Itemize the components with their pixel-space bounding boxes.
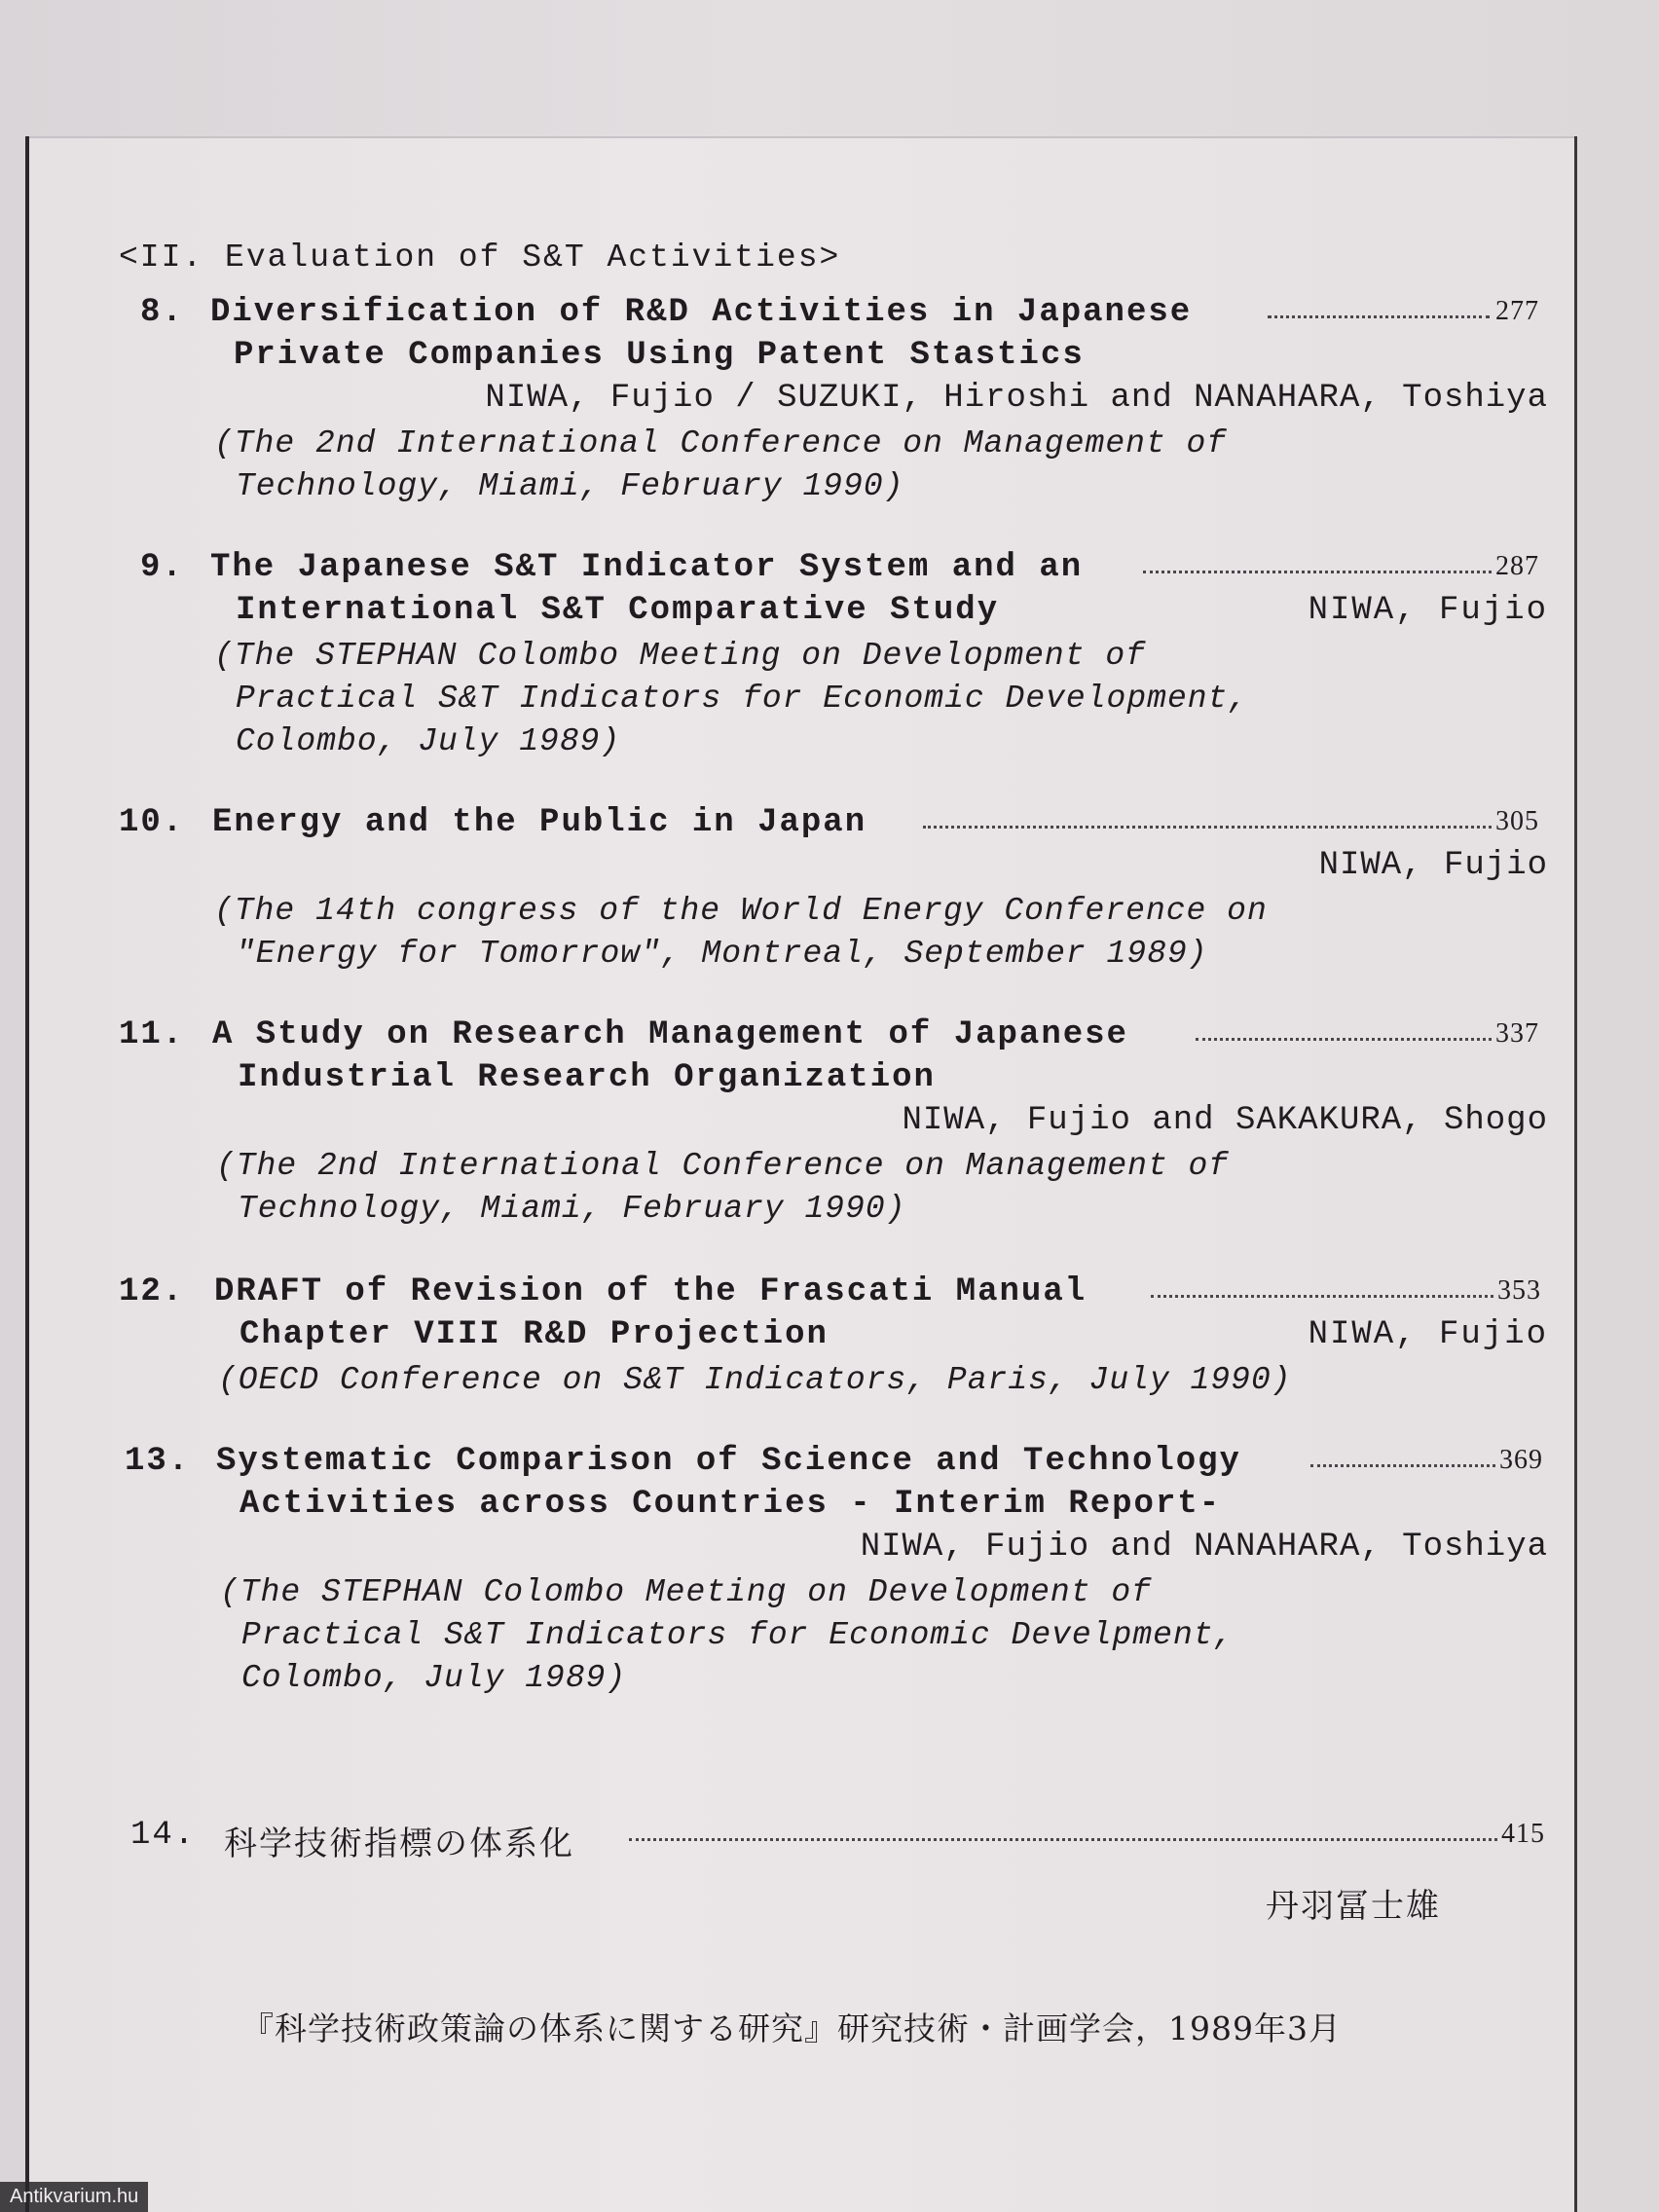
- authors-text: NIWA, Fujio / SUZUKI, Hiroshi and NANAHARA, Toshiya: [485, 380, 1548, 417]
- entry-authors: [29, 847, 1548, 890]
- entry-authors: NIWA, Fujio: [1308, 592, 1548, 629]
- section-heading: <II. Evaluation of S&T Activities>: [119, 240, 841, 276]
- entry-source: (The STEPHAN Colombo Meeting on Development of: [220, 1574, 1152, 1610]
- entry-authors: [29, 1529, 1548, 1571]
- entry-source: (OECD Conference on S&T Indicators, Paris, July 1990): [218, 1362, 1292, 1398]
- dot-leader: [1196, 1038, 1492, 1041]
- entry-number: 9.: [140, 549, 184, 586]
- entry-title-continued: [29, 592, 1548, 635]
- page-number: 287: [1495, 551, 1539, 581]
- entry-source: Practical S&T Indicators for Economic Develpment,: [241, 1617, 1235, 1653]
- page-number: 369: [1499, 1445, 1543, 1475]
- entry-source: Colombo, July 1989): [236, 723, 621, 759]
- dot-leader: [629, 1838, 1497, 1841]
- entry-title-continued: Activities across Countries - Interim Report-: [240, 1486, 1222, 1523]
- citation-note: 『科学技術政策論の体系に関する研究』研究技術・計画学会，1989年3月: [241, 2009, 1342, 2047]
- toc-entry: [29, 1817, 1548, 1863]
- dot-leader: [1143, 571, 1492, 573]
- entry-number: 8.: [140, 294, 184, 331]
- entry-source: Practical S&T Indicators for Economic Development,: [236, 681, 1249, 717]
- entry-title-continued: [29, 1316, 1548, 1359]
- dot-leader: [1268, 315, 1490, 318]
- entry-title: Energy and the Public in Japan: [212, 804, 867, 841]
- entry-number: 13.: [125, 1443, 191, 1480]
- entry-title-line-2: International S&T Comparative Study: [236, 592, 1000, 629]
- entry-title-continued: Industrial Research Organization: [238, 1059, 936, 1096]
- page-number: 305: [1495, 806, 1539, 836]
- entry-source: (The 2nd International Conference on Management of: [216, 1148, 1230, 1184]
- entry-title-continued: Private Companies Using Patent Stastics: [234, 337, 1085, 374]
- toc-entry: [29, 549, 1548, 763]
- page-number: 337: [1495, 1018, 1539, 1049]
- entry-number: 12.: [119, 1273, 185, 1310]
- entry-source: (The 14th congress of the World Energy Conference on: [214, 893, 1268, 929]
- entry-title: 科学技術指標の体系化: [224, 1825, 574, 1863]
- authors-text: NIWA, Fujio and SAKAKURA, Shogo: [902, 1102, 1548, 1139]
- entry-source: Technology, Miami, February 1990): [238, 1191, 906, 1227]
- entry-authors: [29, 380, 1548, 423]
- entry-title: DRAFT of Revision of the Frascati Manual: [214, 1273, 1088, 1310]
- top-rule: [29, 136, 1574, 138]
- authors-text: NIWA, Fujio and NANAHARA, Toshiya: [860, 1529, 1548, 1566]
- page-number: 353: [1497, 1275, 1541, 1306]
- dot-leader: [1151, 1295, 1493, 1298]
- page-number: 415: [1501, 1819, 1545, 1849]
- document-page: [25, 136, 1577, 2212]
- dot-leader: [923, 826, 1492, 829]
- dot-leader: [1310, 1464, 1495, 1467]
- entry-source: Technology, Miami, February 1990): [236, 468, 904, 504]
- entry-title: Diversification of R&D Activities in Japanese: [210, 294, 1193, 331]
- entry-authors: 丹羽冨士雄: [1266, 1887, 1441, 1926]
- entry-source: (The STEPHAN Colombo Meeting on Development of: [214, 638, 1146, 674]
- entry-number: 10.: [119, 804, 185, 841]
- entry-source: Colombo, July 1989): [241, 1660, 627, 1696]
- toc-entry: [29, 1443, 1548, 1700]
- entry-number: 11.: [119, 1016, 185, 1053]
- toc-entry: [29, 1016, 1548, 1231]
- toc-entry: [29, 1273, 1548, 1402]
- entry-source: (The 2nd International Conference on Management of: [214, 425, 1228, 461]
- entry-authors: [29, 1102, 1548, 1145]
- entry-title-line-2: Chapter VIII R&D Projection: [240, 1316, 829, 1353]
- entry-title: The Japanese S&T Indicator System and an: [210, 549, 1084, 586]
- entry-title: Systematic Comparison of Science and Technology: [216, 1443, 1241, 1480]
- entry-source: "Energy for Tomorrow", Montreal, September 1989): [236, 936, 1208, 972]
- entry-number: 14.: [130, 1817, 197, 1854]
- authors-text: NIWA, Fujio: [1318, 847, 1548, 884]
- watermark: Antikvarium.hu: [0, 2182, 148, 2212]
- toc-entry: [29, 294, 1548, 508]
- page-number: 277: [1495, 296, 1539, 326]
- entry-authors: NIWA, Fujio: [1308, 1316, 1548, 1353]
- entry-title: A Study on Research Management of Japanese: [212, 1016, 1128, 1053]
- toc-entry: [29, 804, 1548, 976]
